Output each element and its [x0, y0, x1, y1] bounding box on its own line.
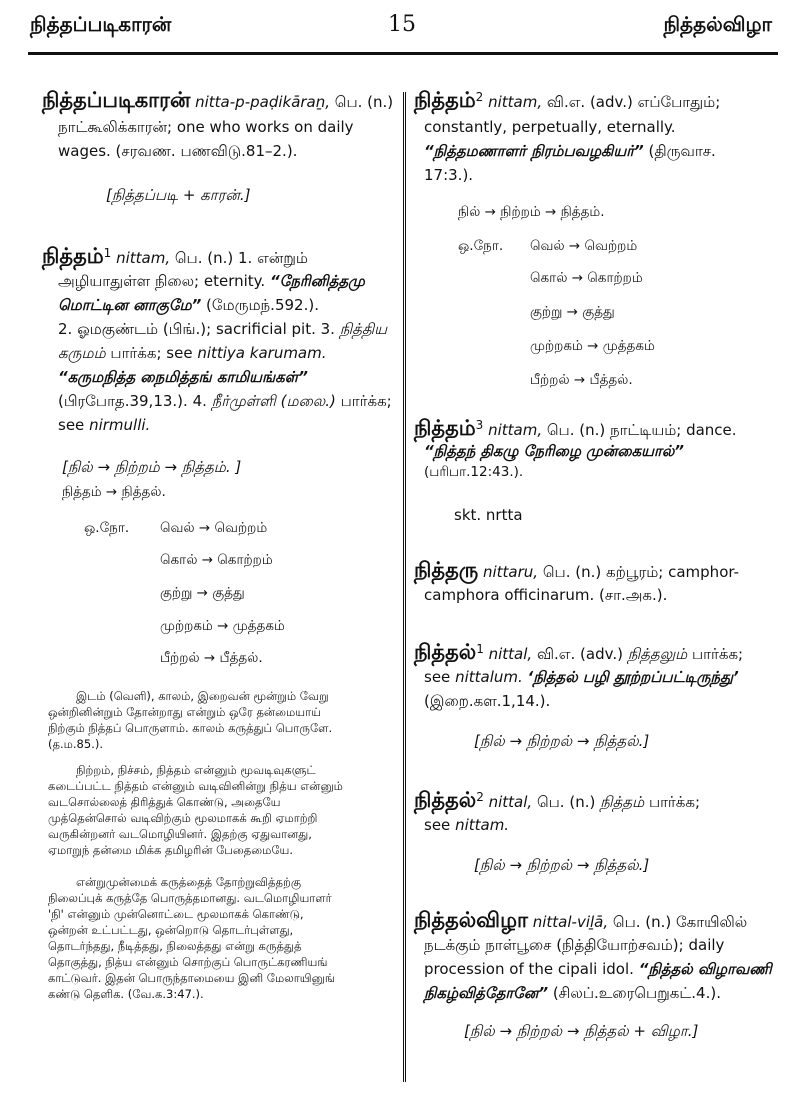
etymology: [நில் → நிற்றம் → நித்தம். ] [62, 458, 242, 476]
etymology: [நில் → நிற்றல் → நித்தல்.] [474, 856, 650, 874]
compare-row: வெல் → வெற்றம் [530, 238, 638, 254]
entry-headline [414, 640, 743, 667]
part-of-speech: பெ. (n.) கற்பூரம்; camphor- [542, 563, 739, 581]
homonym-number: 2 [475, 90, 484, 104]
headword: நித்தல் [414, 788, 477, 812]
headword: நித்தம் [414, 416, 476, 440]
part-of-speech: பெ. (n.) நாட்டியம்; dance. [546, 421, 737, 439]
note-paragraph [48, 874, 393, 1002]
definition-line [424, 960, 772, 980]
part-of-speech: பெ. (n.) 1. என்றும் [174, 249, 308, 267]
quotation: “நித்தல் விழாவணி [638, 960, 772, 978]
definition-line [58, 392, 392, 412]
citation-line: (பரிபா.12:43.). [424, 464, 524, 480]
note-line: நிற்றம், நிச்சம், நித்தம் என்னும் மூவடிவுகளுட் [76, 763, 316, 777]
compare-row: பீற்றல் → பீத்தல். [160, 650, 263, 666]
definition-line [58, 344, 327, 364]
definition-line: நாட்கூலிக்காரன்; one who works on daily [58, 118, 354, 136]
definition-line [58, 296, 319, 316]
derivation: நில் → நிற்றம் → நித்தம். [458, 204, 605, 220]
compare-row: முற்றகம் → முத்தகம் [160, 618, 285, 634]
definition-line [424, 816, 509, 834]
headword: நித்தம் [42, 244, 104, 268]
column-divider [403, 92, 406, 1082]
romanization: nittal, [488, 793, 533, 811]
etymology: [நில் → நிற்றல் → நித்தல்.] [474, 732, 650, 750]
citation: (சிலப்.உரைபெறுகட்.4.). [552, 984, 721, 1002]
romanization: nittam, [116, 249, 171, 267]
citation-line: wages. (சரவண. பணவிடு.81–2.). [58, 142, 298, 160]
note-line: என்றுமுன்மைக் கருத்தைத் தோற்றுவித்தற்கு [76, 875, 301, 889]
definition-text: அழியாதுள்ள நிலை; eternity. [58, 272, 266, 290]
citation-line: (இறை.கள.1,14.). [424, 692, 551, 710]
derivation: நித்தம் → நித்தல். [62, 484, 166, 500]
note-line: கடைப்பட்ட நித்தம் என்னும் வடிவினின்று நித்ய என்னும் [48, 779, 343, 793]
cross-reference: கருமம் [58, 344, 106, 362]
cross-reference: நீர்முள்ளி (மலை.) [211, 392, 336, 410]
compare-row: குற்று → குத்து [160, 585, 245, 601]
entry-headline [414, 558, 739, 585]
running-head-left: நித்தப்படிகாரன் [30, 12, 172, 36]
compare-row: முற்றகம் → முத்தகம் [530, 338, 655, 354]
note-paragraph [48, 688, 393, 752]
note-paragraph [48, 762, 393, 858]
citation-line: 17:3.). [424, 166, 474, 184]
quotation: ‘நித்தல் பழி தூற்றப்பட்டிருந்து’ [527, 668, 739, 686]
headword: நித்தம் [414, 88, 476, 112]
note-line: 'நி' என்னும் முன்னொட்டை மூலமாகக் கொண்டு, [48, 907, 304, 921]
etymology: [நில் → நிற்றல் → நித்தல் + விழா.] [464, 1022, 699, 1040]
romanization: nitta-p-paḍikāraṉ, [195, 93, 331, 111]
note-line: தொடர்ந்தது, நீடித்தது, நிலைத்தது என்று கருத்துத் [48, 939, 302, 953]
part-of-speech: பெ. (n.) கோயிலில் [612, 913, 748, 931]
headword: நித்தப்படிகாரன் [42, 88, 191, 112]
romanization: nittaru, [483, 563, 539, 581]
definition-text: பார்க்க; [692, 645, 744, 663]
definition-line [58, 272, 365, 292]
note-line: நிலைப்புக் கருத்தே பொருத்தமானது. வடமொழியாளர் [48, 891, 332, 905]
entry-headline [414, 416, 737, 443]
part-of-speech: வி.எ. (adv.) எப்போதும்; [546, 93, 721, 111]
definition-line [424, 142, 716, 162]
page-number: 15 [388, 12, 416, 37]
quotation: நிகழ்வித்தோனே” [424, 984, 549, 1002]
romanization: nittam, [488, 421, 543, 439]
etymology: [நித்தப்படி + காரன்.] [106, 186, 251, 204]
definition-line [424, 668, 739, 688]
romanization: nittal-viḻā, [532, 913, 609, 931]
entry-headline [42, 88, 393, 115]
entry-headline [42, 244, 308, 271]
quotation: “நேரினித்தமு [269, 272, 365, 290]
definition-line [58, 416, 150, 434]
definition-line [424, 984, 721, 1004]
note-line: ஏமாறுந் தன்மை மிக்க தமிழரின் பேதைமையே. [48, 843, 294, 857]
quotation: “கருமநித்த நைமித்தங் காமியங்கள்” [58, 368, 308, 386]
headword: நித்தரு [414, 558, 479, 582]
note-line: முத்தென்சொல் வடிவிற்கும் மூலமாகக் கூறி ஏமாற்றி [48, 811, 318, 825]
cross-reference: நித்தம் [600, 793, 645, 811]
definition-text: பார்க்க; see [110, 344, 193, 362]
entry-headline [414, 788, 700, 815]
definition-line: camphora officinarum. (சா.அக.). [424, 586, 668, 604]
definition-text: பார்க்க; [340, 392, 392, 410]
romanized-reference: nittalum. [455, 668, 523, 686]
note-line: வருகின்றனர் வடமொழியினர். இதற்கு ஏதுவானது, [48, 827, 312, 841]
headword: நித்தல்விழா [414, 908, 528, 932]
part-of-speech: பெ. (n.) [536, 793, 596, 811]
note-line: கண்டு தெளிக. (வே.க.3:47.). [48, 987, 204, 1001]
compare-label: ஒ.நோ. [458, 238, 504, 254]
definition-line: constantly, perpetually, eternally. [424, 118, 676, 136]
note-line: காட்டுவர். இதன் பொருந்தாமையை இனி மேலாயினுங் [48, 971, 335, 985]
cross-reference: நித்திய [339, 320, 388, 338]
citation: (திருவாச. [648, 142, 716, 160]
running-head-right: நித்தல்விழா [663, 12, 772, 36]
definition-text: பார்க்க; [648, 793, 701, 811]
homonym-number: 1 [103, 246, 112, 260]
part-of-speech: பெ. (n.) [334, 93, 394, 111]
compare-row: கொல் → கொற்றம் [160, 552, 273, 568]
definition-text: 2. ஓமகுண்டம் (பிங்.); sacrificial pit. 3. [58, 320, 335, 338]
definition-text: see [58, 416, 85, 434]
definition-line [58, 320, 387, 340]
romanized-reference: nittam. [455, 816, 510, 834]
quotation-line [58, 368, 308, 388]
compare-row: பீற்றல் → பீத்தல். [530, 372, 633, 388]
note-line: தொகுத்து, நித்ய என்னும் சொற்குப் பொருட்கரணியங் [48, 955, 328, 969]
note-line: ஒன்றினின்றும் தோன்றாது என்றும் ஒரே தன்மையாய் [48, 705, 321, 719]
romanization: nittam, [488, 93, 543, 111]
quotation: மொட்டின னாகுமே” [58, 296, 202, 314]
romanized-reference: nirmulli. [89, 416, 151, 434]
definition-text: procession of the cipali idol. [424, 960, 634, 978]
cross-reference: நித்தலும் [627, 645, 688, 663]
note-line: வடசொல்லைத் திரித்துக் கொண்டு, அதையே [48, 795, 281, 809]
citation: (மேருமந்.592.). [206, 296, 319, 314]
entry-headline [414, 908, 747, 935]
quotation: “நித்தமணாளர் நிரம்பவழகியர்” [424, 142, 644, 160]
quotation-line [424, 442, 684, 462]
homonym-number: 3 [475, 418, 484, 432]
quotation: “நித்தந் திகழு நேரிழை முன்கையால்” [424, 442, 684, 460]
entry-headline [414, 88, 720, 115]
note-line: (த.ம.85.). [48, 737, 103, 751]
note-line: நிற்கும் நித்தப் பொருளாம். காலம் கருத்துப் பொருளே. [48, 721, 333, 735]
sanskrit-note: skt. nrtta [454, 506, 523, 524]
note-line: ஒன்றன் உட்பட்டது, ஒன்றொடு தொடர்புள்ளது, [48, 923, 294, 937]
compare-label: ஒ.நோ. [84, 520, 130, 536]
romanization: nittal, [488, 645, 533, 663]
note-line: இடம் (வெளி), காலம், இறைவன் மூன்றும் வேறு [76, 689, 329, 703]
definition-text: see [424, 816, 451, 834]
citation: (பிரபோத.39,13.). 4. [58, 392, 207, 410]
header-rule [28, 52, 778, 55]
romanized-reference: nittiya karumam. [197, 344, 327, 362]
homonym-number: 2 [476, 790, 484, 804]
headword: நித்தல் [414, 640, 477, 664]
definition-text: see [424, 668, 451, 686]
homonym-number: 1 [476, 642, 484, 656]
compare-row: குற்று → குத்து [530, 304, 615, 320]
compare-row: கொல் → கொற்றம் [530, 270, 643, 286]
definition-line: நடக்கும் நாள்பூசை (நித்தியோற்சவம்); daily [424, 936, 725, 954]
compare-row: வெல் → வெற்றம் [160, 520, 268, 536]
part-of-speech: வி.எ. (adv.) [536, 645, 623, 663]
